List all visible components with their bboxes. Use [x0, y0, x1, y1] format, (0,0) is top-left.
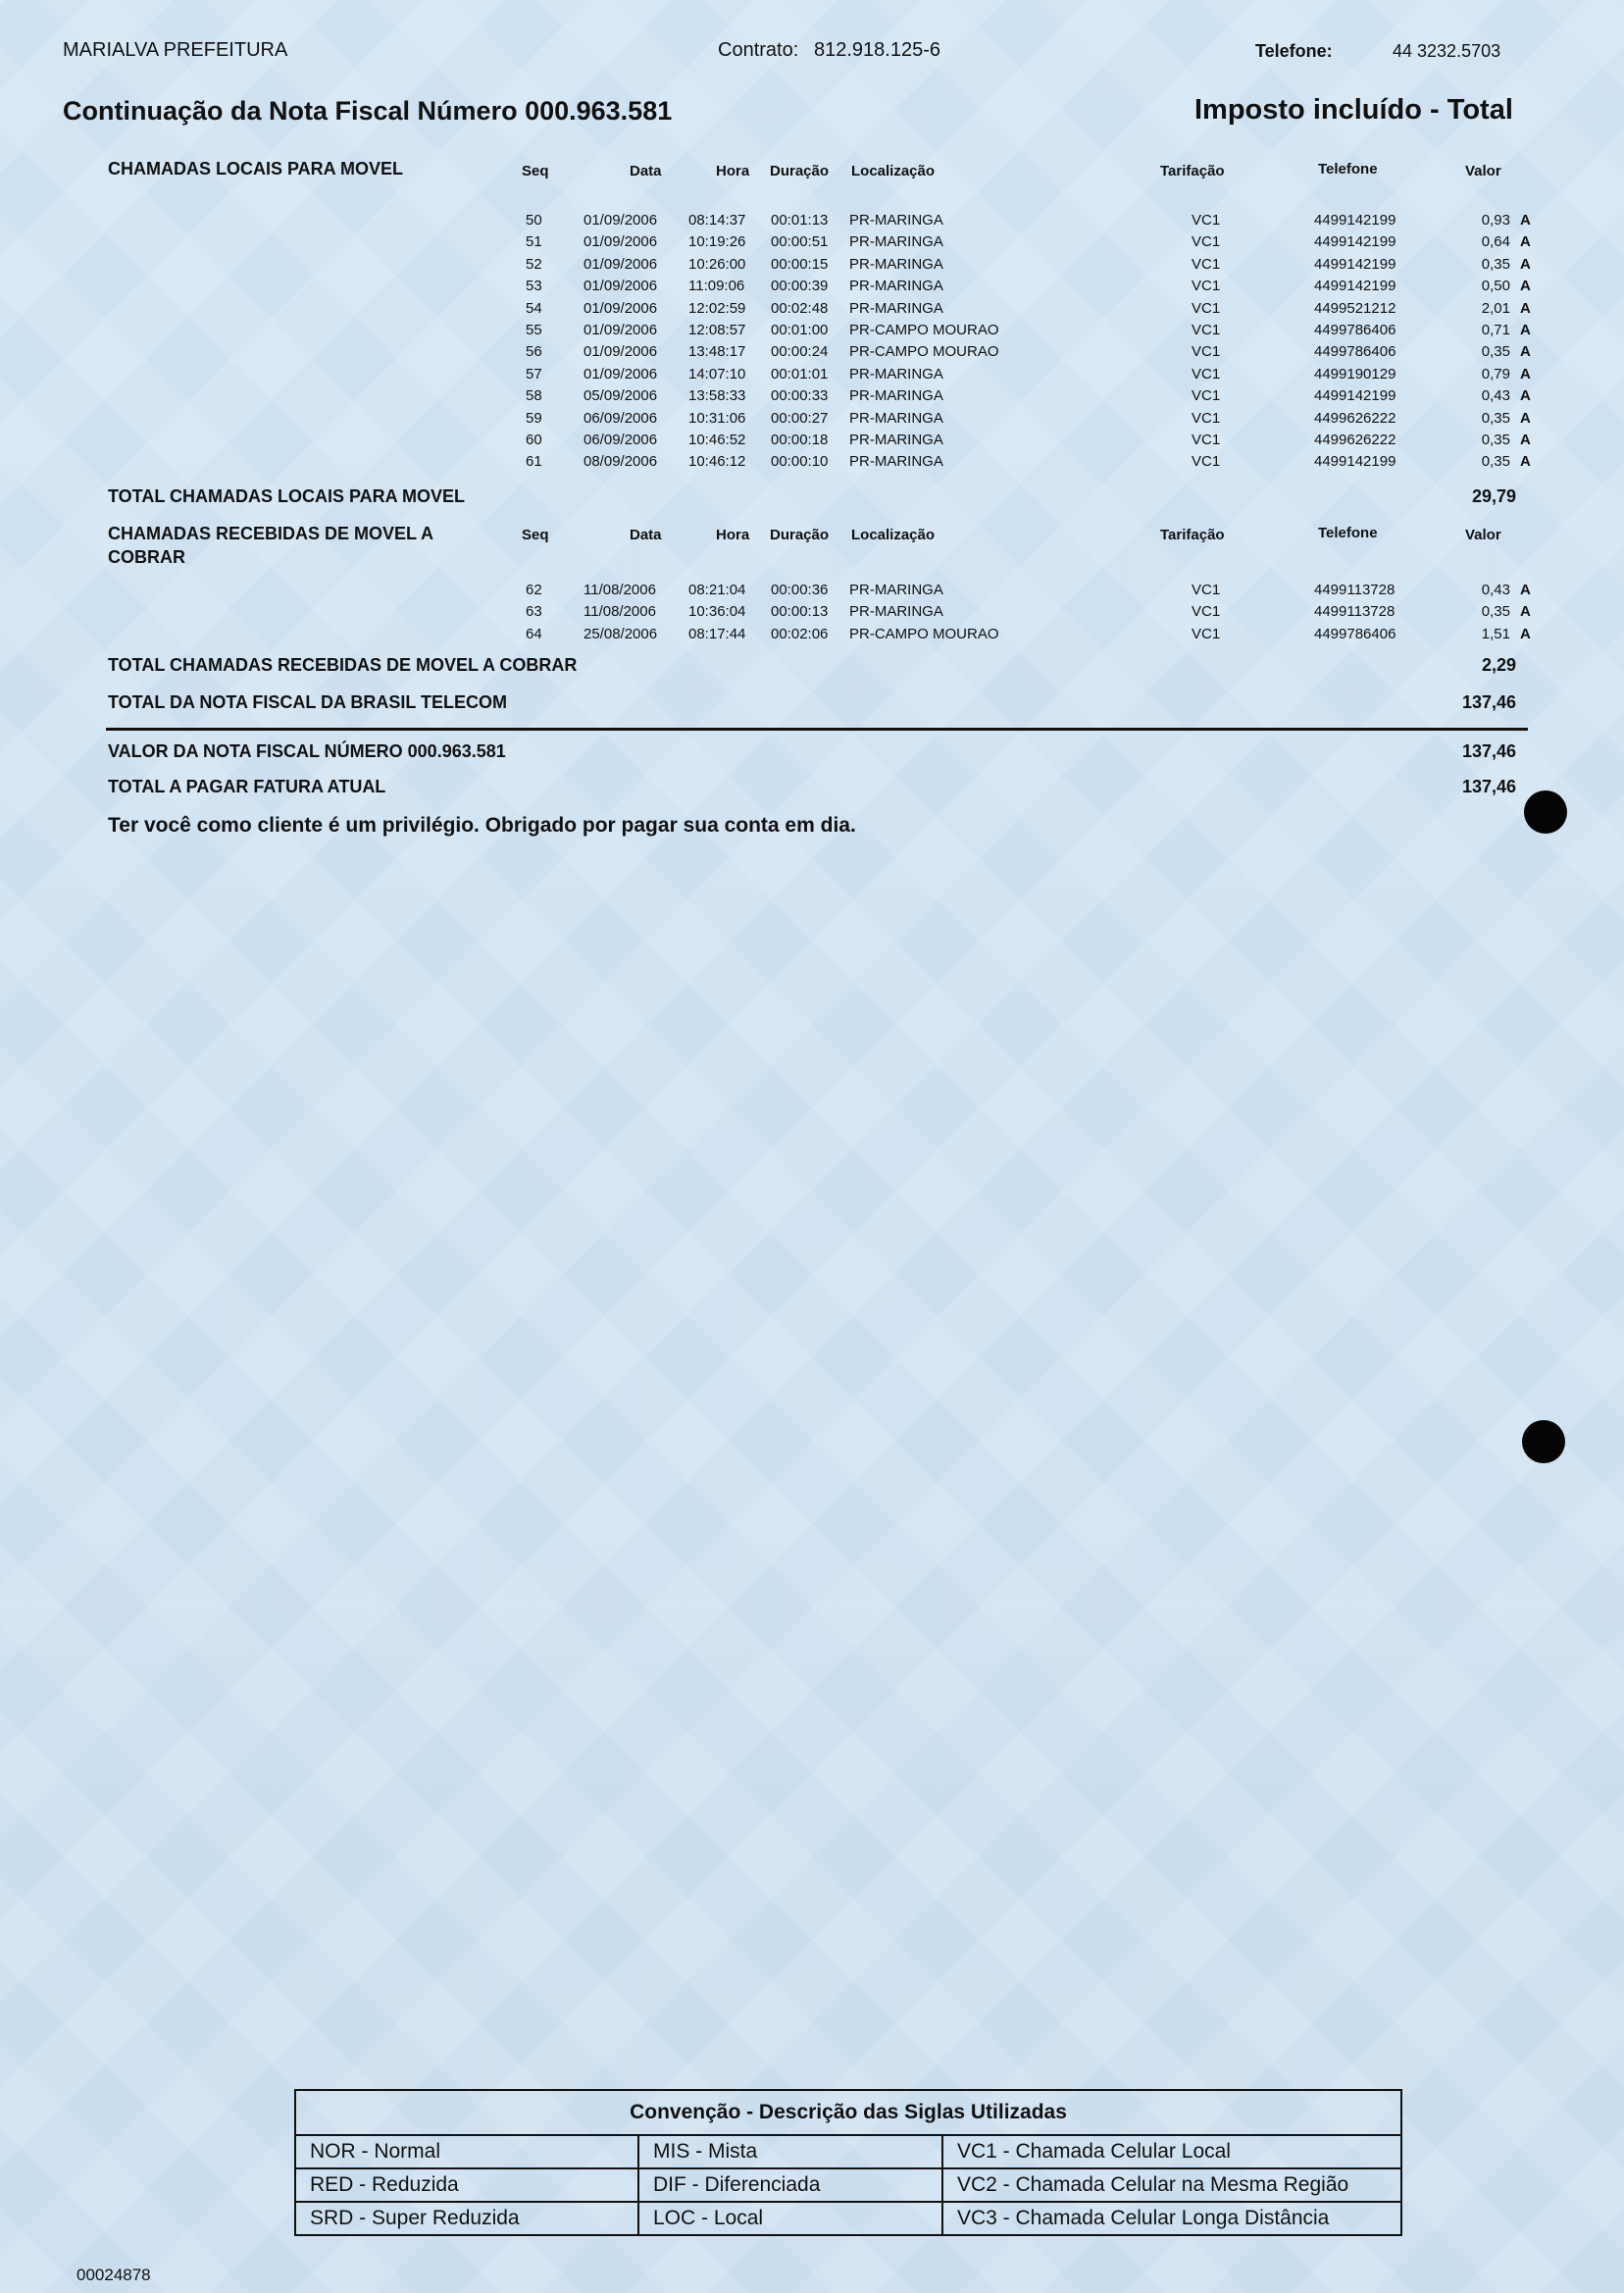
- table-row: [0, 300, 1624, 322]
- cell-localizacao: PR-MARINGA: [849, 212, 943, 229]
- table-row: [0, 603, 1624, 625]
- cell-tarifacao: VC1: [1192, 255, 1221, 273]
- cell-telefone: 4499142199: [1314, 387, 1396, 405]
- legend-cell: NOR - Normal: [295, 2135, 638, 2168]
- cell-flag: A: [1520, 343, 1531, 361]
- cell-flag: A: [1520, 278, 1531, 295]
- cell-valor: 0,64: [1481, 233, 1510, 251]
- cell-tarifacao: VC1: [1192, 233, 1221, 251]
- legend-row: [295, 2135, 1401, 2168]
- cell-hora: 10:46:52: [688, 432, 746, 448]
- cell-hora: 14:07:10: [688, 365, 746, 382]
- table-row: [0, 256, 1624, 278]
- cell-tarifacao: VC1: [1192, 322, 1221, 338]
- cell-duracao: 00:00:27: [771, 409, 829, 427]
- cell-valor: 1,51: [1481, 625, 1510, 642]
- nota-fiscal-value: 137,46: [1461, 741, 1516, 761]
- col-telefone: Telefone: [1318, 161, 1378, 178]
- contract-number: 812.918.125-6: [814, 39, 941, 61]
- cell-seq: 56: [526, 343, 542, 361]
- cell-valor: 2,01: [1481, 299, 1510, 317]
- cell-flag: A: [1520, 625, 1531, 642]
- page-title: Continuação da Nota Fiscal Número 000.963.581: [63, 96, 673, 126]
- cell-telefone: 4499142199: [1314, 255, 1396, 273]
- cell-duracao: 00:00:39: [771, 278, 829, 295]
- cell-hora: 10:26:00: [688, 255, 746, 273]
- cell-hora: 10:19:26: [688, 233, 746, 251]
- col-data: Data: [630, 163, 662, 179]
- cell-telefone: 4499786406: [1314, 625, 1396, 642]
- punch-hole-top: [1524, 790, 1567, 834]
- cell-telefone: 4499113728: [1314, 603, 1396, 621]
- cell-flag: A: [1520, 255, 1531, 273]
- cell-localizacao: PR-MARINGA: [849, 453, 943, 471]
- cell-tarifacao: VC1: [1192, 582, 1221, 598]
- table-row: [0, 432, 1624, 453]
- cell-data: 11/08/2006: [584, 582, 656, 598]
- cell-data: 11/08/2006: [584, 603, 656, 621]
- cell-localizacao: PR-MARINGA: [849, 409, 943, 427]
- cell-tarifacao: VC1: [1192, 453, 1221, 471]
- contract-label: Contrato:: [718, 39, 799, 61]
- cell-hora: 10:36:04: [688, 603, 746, 621]
- cell-valor: 0,35: [1481, 432, 1510, 448]
- cell-localizacao: PR-MARINGA: [849, 233, 943, 251]
- cell-data: 01/09/2006: [584, 365, 658, 382]
- cell-localizacao: PR-MARINGA: [849, 603, 943, 621]
- cell-seq: 51: [526, 233, 542, 251]
- cell-duracao: 00:02:06: [771, 625, 829, 642]
- cell-telefone: 4499142199: [1314, 453, 1396, 471]
- cell-valor: 0,35: [1481, 255, 1510, 273]
- cell-flag: A: [1520, 387, 1531, 405]
- cell-seq: 59: [526, 409, 542, 427]
- cell-data: 01/09/2006: [584, 278, 658, 295]
- cell-hora: 13:48:17: [688, 343, 746, 361]
- cell-tarifacao: VC1: [1192, 278, 1221, 295]
- cell-telefone: 4499142199: [1314, 212, 1396, 229]
- cell-duracao: 00:00:24: [771, 343, 829, 361]
- cell-flag: A: [1520, 299, 1531, 317]
- cell-tarifacao: VC1: [1192, 625, 1221, 642]
- cell-flag: A: [1520, 453, 1531, 471]
- col-seq-2: Seq: [522, 527, 549, 543]
- cell-duracao: 00:00:51: [771, 233, 829, 251]
- tax-included-label: Imposto incluído - Total: [1194, 94, 1513, 126]
- cell-tarifacao: VC1: [1192, 299, 1221, 317]
- table-row: [0, 626, 1624, 647]
- col-telefone-2: Telefone: [1318, 525, 1378, 541]
- legend-cell: VC1 - Chamada Celular Local: [942, 2135, 1401, 2168]
- phone-number: 44 3232.5703: [1393, 41, 1501, 61]
- cell-duracao: 00:01:00: [771, 322, 829, 338]
- cell-hora: 08:17:44: [688, 625, 746, 642]
- total-brasil-telecom-value: 137,46: [1461, 692, 1516, 712]
- cell-telefone: 4499786406: [1314, 322, 1396, 338]
- phone-label: Telefone:: [1255, 41, 1333, 61]
- cell-tarifacao: VC1: [1192, 343, 1221, 361]
- total-local-calls-label: TOTAL CHAMADAS LOCAIS PARA MOVEL: [108, 486, 465, 506]
- cell-valor: 0,43: [1481, 387, 1510, 405]
- legend-cell: DIF - Diferenciada: [638, 2168, 942, 2202]
- thank-you-message: Ter você como cliente é um privilégio. Obrigado por pagar sua conta em dia.: [108, 814, 856, 837]
- cell-tarifacao: VC1: [1192, 365, 1221, 382]
- separator-line: [106, 728, 1528, 731]
- cell-tarifacao: VC1: [1192, 387, 1221, 405]
- cell-flag: A: [1520, 365, 1531, 382]
- total-collect-calls-value: 2,29: [1481, 655, 1516, 675]
- cell-data: 01/09/2006: [584, 322, 658, 338]
- cell-data: 25/08/2006: [584, 625, 658, 642]
- col-localizacao: Localização: [851, 163, 936, 179]
- legend-row: [295, 2202, 1401, 2235]
- cell-seq: 52: [526, 255, 542, 273]
- cell-tarifacao: VC1: [1192, 432, 1221, 448]
- cell-duracao: 00:00:13: [771, 603, 829, 621]
- cell-flag: A: [1520, 409, 1531, 427]
- table-row: [0, 278, 1624, 299]
- cell-valor: 0,79: [1481, 365, 1510, 382]
- cell-duracao: 00:01:13: [771, 212, 829, 229]
- total-local-calls-value: 29,79: [1471, 486, 1516, 506]
- document-code: 00024878: [76, 2266, 151, 2284]
- cell-duracao: 00:00:18: [771, 432, 829, 448]
- legend-cell: SRD - Super Reduzida: [295, 2202, 638, 2235]
- legend-cell: VC3 - Chamada Celular Longa Distância: [942, 2202, 1401, 2235]
- cell-data: 05/09/2006: [584, 387, 658, 405]
- cell-localizacao: PR-MARINGA: [849, 299, 943, 317]
- col-duracao: Duração: [770, 163, 830, 179]
- table-row: [0, 233, 1624, 255]
- cell-duracao: 00:00:15: [771, 255, 829, 273]
- cell-data: 06/09/2006: [584, 409, 658, 427]
- cell-valor: 0,35: [1481, 603, 1510, 621]
- cell-duracao: 00:00:36: [771, 582, 829, 598]
- cell-seq: 61: [526, 453, 542, 471]
- col-hora: Hora: [716, 163, 750, 179]
- punch-hole-bottom: [1522, 1420, 1565, 1463]
- section-local-calls-title: CHAMADAS LOCAIS PARA MOVEL: [108, 159, 403, 178]
- table-row: [0, 343, 1624, 365]
- cell-seq: 57: [526, 365, 542, 382]
- cell-localizacao: PR-MARINGA: [849, 255, 943, 273]
- total-brasil-telecom-label: TOTAL DA NOTA FISCAL DA BRASIL TELECOM: [108, 692, 507, 712]
- cell-telefone: 4499190129: [1314, 365, 1396, 382]
- cell-telefone: 4499786406: [1314, 343, 1396, 361]
- cell-valor: 0,71: [1481, 322, 1510, 338]
- cell-data: 01/09/2006: [584, 212, 658, 229]
- cell-seq: 53: [526, 278, 542, 295]
- cell-data: 01/09/2006: [584, 343, 658, 361]
- cell-flag: A: [1520, 212, 1531, 229]
- cell-telefone: 4499521212: [1314, 299, 1396, 317]
- cell-flag: A: [1520, 582, 1531, 598]
- cell-localizacao: PR-MARINGA: [849, 582, 943, 598]
- cell-hora: 10:31:06: [688, 409, 746, 427]
- cell-seq: 60: [526, 432, 542, 448]
- table-row: [0, 212, 1624, 233]
- col-tarifacao: Tarifação: [1160, 163, 1225, 179]
- cell-valor: 0,35: [1481, 409, 1510, 427]
- col-seq: Seq: [522, 163, 549, 179]
- cell-valor: 0,50: [1481, 278, 1510, 295]
- cell-tarifacao: VC1: [1192, 212, 1221, 229]
- legend-cell: MIS - Mista: [638, 2135, 942, 2168]
- cell-seq: 55: [526, 322, 542, 338]
- cell-duracao: 00:01:01: [771, 365, 829, 382]
- col-duracao-2: Duração: [770, 527, 830, 543]
- cell-telefone: 4499113728: [1314, 582, 1396, 598]
- cell-tarifacao: VC1: [1192, 409, 1221, 427]
- legend-table: [294, 2089, 1402, 2236]
- nota-fiscal-value-label: VALOR DA NOTA FISCAL NÚMERO 000.963.581: [108, 741, 506, 761]
- cell-localizacao: PR-CAMPO MOURAO: [849, 625, 999, 642]
- col-data-2: Data: [630, 527, 662, 543]
- cell-data: 01/09/2006: [584, 233, 658, 251]
- table-row: [0, 582, 1624, 603]
- cell-localizacao: PR-MARINGA: [849, 278, 943, 295]
- cell-telefone: 4499142199: [1314, 233, 1396, 251]
- cell-hora: 12:08:57: [688, 322, 746, 338]
- cell-data: 06/09/2006: [584, 432, 658, 448]
- cell-seq: 54: [526, 299, 542, 317]
- table-row: [0, 410, 1624, 432]
- cell-seq: 64: [526, 625, 542, 642]
- col-localizacao-2: Localização: [851, 527, 936, 543]
- cell-data: 01/09/2006: [584, 299, 658, 317]
- cell-hora: 08:21:04: [688, 582, 746, 598]
- cell-telefone: 4499626222: [1314, 432, 1396, 448]
- cell-localizacao: PR-CAMPO MOURAO: [849, 343, 999, 361]
- cell-valor: 0,35: [1481, 343, 1510, 361]
- total-collect-calls-label: TOTAL CHAMADAS RECEBIDAS DE MOVEL A COBRAR: [108, 655, 578, 675]
- cell-telefone: 4499142199: [1314, 278, 1396, 295]
- cell-localizacao: PR-MARINGA: [849, 365, 943, 382]
- cell-hora: 10:46:12: [688, 453, 746, 471]
- total-to-pay-label: TOTAL A PAGAR FATURA ATUAL: [108, 777, 386, 796]
- cell-tarifacao: VC1: [1192, 603, 1221, 621]
- cell-valor: 0,93: [1481, 212, 1510, 229]
- cell-hora: 12:02:59: [688, 299, 746, 317]
- col-tarifacao-2: Tarifação: [1160, 527, 1225, 543]
- cell-duracao: 00:00:33: [771, 387, 829, 405]
- cell-seq: 62: [526, 582, 542, 598]
- cell-seq: 58: [526, 387, 542, 405]
- cell-flag: A: [1520, 603, 1531, 621]
- cell-valor: 0,35: [1481, 453, 1510, 471]
- cell-seq: 63: [526, 603, 542, 621]
- cell-flag: A: [1520, 322, 1531, 338]
- total-to-pay-value: 137,46: [1461, 777, 1516, 796]
- cell-hora: 08:14:37: [688, 212, 746, 229]
- cell-localizacao: PR-MARINGA: [849, 387, 943, 405]
- legend-cell: RED - Reduzida: [295, 2168, 638, 2202]
- cell-flag: A: [1520, 233, 1531, 251]
- section-collect-calls-title: CHAMADAS RECEBIDAS DE MOVEL A COBRAR: [108, 524, 433, 567]
- table-row: [0, 322, 1624, 343]
- cell-duracao: 00:00:10: [771, 453, 829, 471]
- cell-data: 01/09/2006: [584, 255, 658, 273]
- cell-valor: 0,43: [1481, 582, 1510, 598]
- col-valor: Valor: [1465, 163, 1501, 179]
- cell-data: 08/09/2006: [584, 453, 658, 471]
- cell-seq: 50: [526, 212, 542, 229]
- cell-localizacao: PR-CAMPO MOURAO: [849, 322, 999, 338]
- cell-duracao: 00:02:48: [771, 299, 829, 317]
- legend-title: Convenção - Descrição das Siglas Utilizadas: [295, 2090, 1401, 2135]
- client-name: MARIALVA PREFEITURA: [63, 39, 288, 61]
- legend-cell: LOC - Local: [638, 2202, 942, 2235]
- col-valor-2: Valor: [1465, 527, 1501, 543]
- col-hora-2: Hora: [716, 527, 750, 543]
- table-row: [0, 453, 1624, 475]
- cell-localizacao: PR-MARINGA: [849, 432, 943, 448]
- cell-flag: A: [1520, 432, 1531, 448]
- legend-row: [295, 2168, 1401, 2202]
- legend-cell: VC2 - Chamada Celular na Mesma Região: [942, 2168, 1401, 2202]
- table-row: [0, 387, 1624, 409]
- cell-hora: 11:09:06: [688, 278, 745, 295]
- cell-telefone: 4499626222: [1314, 409, 1396, 427]
- table-row: [0, 366, 1624, 387]
- cell-hora: 13:58:33: [688, 387, 746, 405]
